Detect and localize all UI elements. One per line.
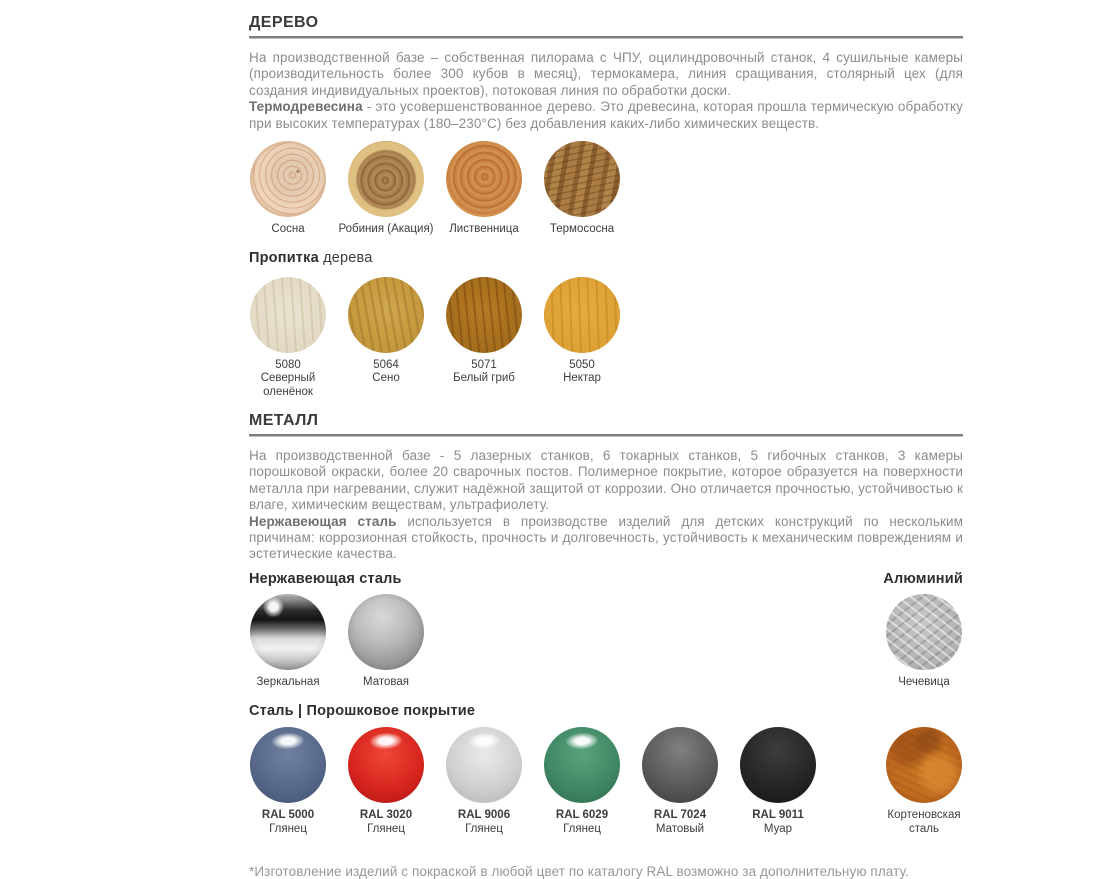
swatch-label [556,809,608,836]
aluminum-heading: Алюминий [883,570,963,587]
swatch-label [458,809,510,836]
swatch-label [360,809,412,836]
swatch-cell-aluminum [875,594,973,690]
stain-name: Нектар [563,372,601,385]
metal-section-heading: МЕТАЛЛ [249,412,319,430]
wood-description [249,50,963,132]
ral-finish: Глянец [563,822,601,835]
ral6029-swatch-image [544,727,620,803]
larch-swatch-image [446,141,522,217]
swatch-cell-ral7024 [631,727,729,836]
matte-steel-swatch-image [348,594,424,670]
stainless-steel-heading: Нержавеющая сталь [249,570,402,587]
swatch-label [654,809,706,836]
swatch-cell-ral6029 [533,727,631,836]
stain-5071-swatch-image [446,277,522,353]
stain-heading-light: дерева [318,249,373,266]
swatch-label: Сосна [271,223,305,236]
ral-finish: Муар [763,822,793,835]
powder-coating-heading: Сталь | Порошковое покрытие [249,703,476,720]
swatch-cell-robinia [337,141,435,237]
ral5000-swatch-image [250,727,326,803]
stain-5064-swatch-image [348,277,424,353]
swatch-label: Лиственница [449,223,519,236]
corten-steel-swatch-image [886,727,962,803]
swatch-label [752,809,804,836]
swatch-label [563,359,601,386]
stain-code: 5064 [373,358,399,371]
steel-swatches-row [239,594,963,690]
stain-5080-swatch-image [250,277,326,353]
ral-finish: Глянец [367,822,405,835]
robinia-swatch-image [348,141,424,217]
ral-finish: Глянец [465,822,503,835]
ral7024-swatch-image [642,727,718,803]
wood-thermo-rest: - это усовершенствованное дерево. Это древесина, которая прошла термическую обработку при высоких температурах (180–230°С) без добавления каких-либо химических веществ. [249,99,963,131]
swatch-cell-mirror [239,594,337,690]
metal-stainless-lead: Нержавеющая сталь [249,513,397,529]
stain-code: 5071 [471,358,497,371]
ral9006-swatch-image [446,727,522,803]
swatch-label: Робиния (Акация) [338,223,434,236]
swatch-label: Зеркальная [256,675,320,688]
ral9011-swatch-image [740,727,816,803]
metal-heading-rule [249,434,963,437]
stain-section-heading [249,250,963,267]
wood-thermo-lead: Термодревесина [249,99,363,115]
metal-description [249,448,963,563]
swatch-cell-5080 [239,277,337,400]
wood-thermo-paragraph [249,99,963,132]
wood-description-paragraph: На производственной базе – собственная пилорама с ЧПУ, оцилиндровочный станок, 4 сушильные камеры (производительность более 300 кубов в месяц), термокамера, линия сращивания, столярный цех (для создания индивидуальных проектов), потоковая линия по обработки доски. [249,50,963,98]
content-column [249,0,963,879]
swatch-cell-ral9006 [435,727,533,836]
thermopine-swatch-image [544,141,620,217]
swatch-cell-larch [435,141,533,237]
wood-stains-row [239,277,963,400]
ral-code: RAL 9011 [752,809,804,822]
swatch-label: Кортеновская сталь [887,809,961,835]
aluminum-checker-swatch-image [886,594,962,670]
swatch-label [372,359,399,386]
stain-code: 5050 [569,358,595,371]
ral-finish: Глянец [269,822,307,835]
ral-code: RAL 9006 [457,809,511,822]
wood-heading-rule [249,36,963,39]
stain-5050-swatch-image [544,277,620,353]
ral-code: RAL 7024 [653,809,707,822]
metal-stainless-rest: используется в производстве изделий для детских конструкций по нескольким причинам: коррозионная стойкость, прочность и долговечность, устойчивость к механическим повреждениям и эстетические качества. [249,513,963,562]
stain-name: Северный оленёнок [260,372,316,398]
swatch-label: Термососна [549,223,615,236]
swatch-label [262,809,314,836]
swatch-label [453,359,515,386]
stain-heading-bold: Пропитка [249,249,319,266]
stain-code: 5080 [275,358,301,371]
swatch-cell-5050 [533,277,631,400]
wood-species-row [239,141,963,237]
swatch-cell-ral5000 [239,727,337,836]
swatch-cell-pine [239,141,337,237]
metal-description-paragraph: На производственной базе - 5 лазерных станков, 6 токарных станков, 5 гибочных станков, 3 камеры порошковой окраски, более 20 сварочных постов. Полимерное покрытие, которое образуется на поверхности металла при нагревании, служит надёжной защитой от коррозии. Оно отличается прочностью, устойчивостью к влаге, химическим веществам, ультрафиолету. [249,448,963,513]
mirror-steel-swatch-image [250,594,326,670]
swatch-label [239,359,337,400]
ral3020-swatch-image [348,727,424,803]
wood-section-heading: ДЕРЕВО [249,14,319,31]
ral-finish: Матовый [655,822,705,835]
swatch-label: Матовая [363,675,409,688]
swatch-cell-corten [875,727,973,836]
ral-swatches-row [239,727,963,836]
steel-headings-row [249,571,963,588]
swatch-cell-thermopine [533,141,631,237]
swatch-label: Чечевица [898,675,950,688]
metal-stainless-paragraph [249,514,963,563]
ral-code: RAL 6029 [555,809,609,822]
swatch-cell-ral3020 [337,727,435,836]
pine-swatch-image [250,141,326,217]
ral-code: RAL 5000 [261,809,315,822]
stain-name: Сено [372,372,400,385]
swatch-cell-5064 [337,277,435,400]
ral-footnote: *Изготовление изделий с покраской в любой цвет по каталогу RAL возможно за дополнительную плату. [249,864,909,879]
ral-code: RAL 3020 [359,809,413,822]
swatch-cell-ral9011 [729,727,827,836]
swatch-cell-5071 [435,277,533,400]
swatch-cell-matte [337,594,435,690]
stain-name: Белый гриб [453,372,515,385]
